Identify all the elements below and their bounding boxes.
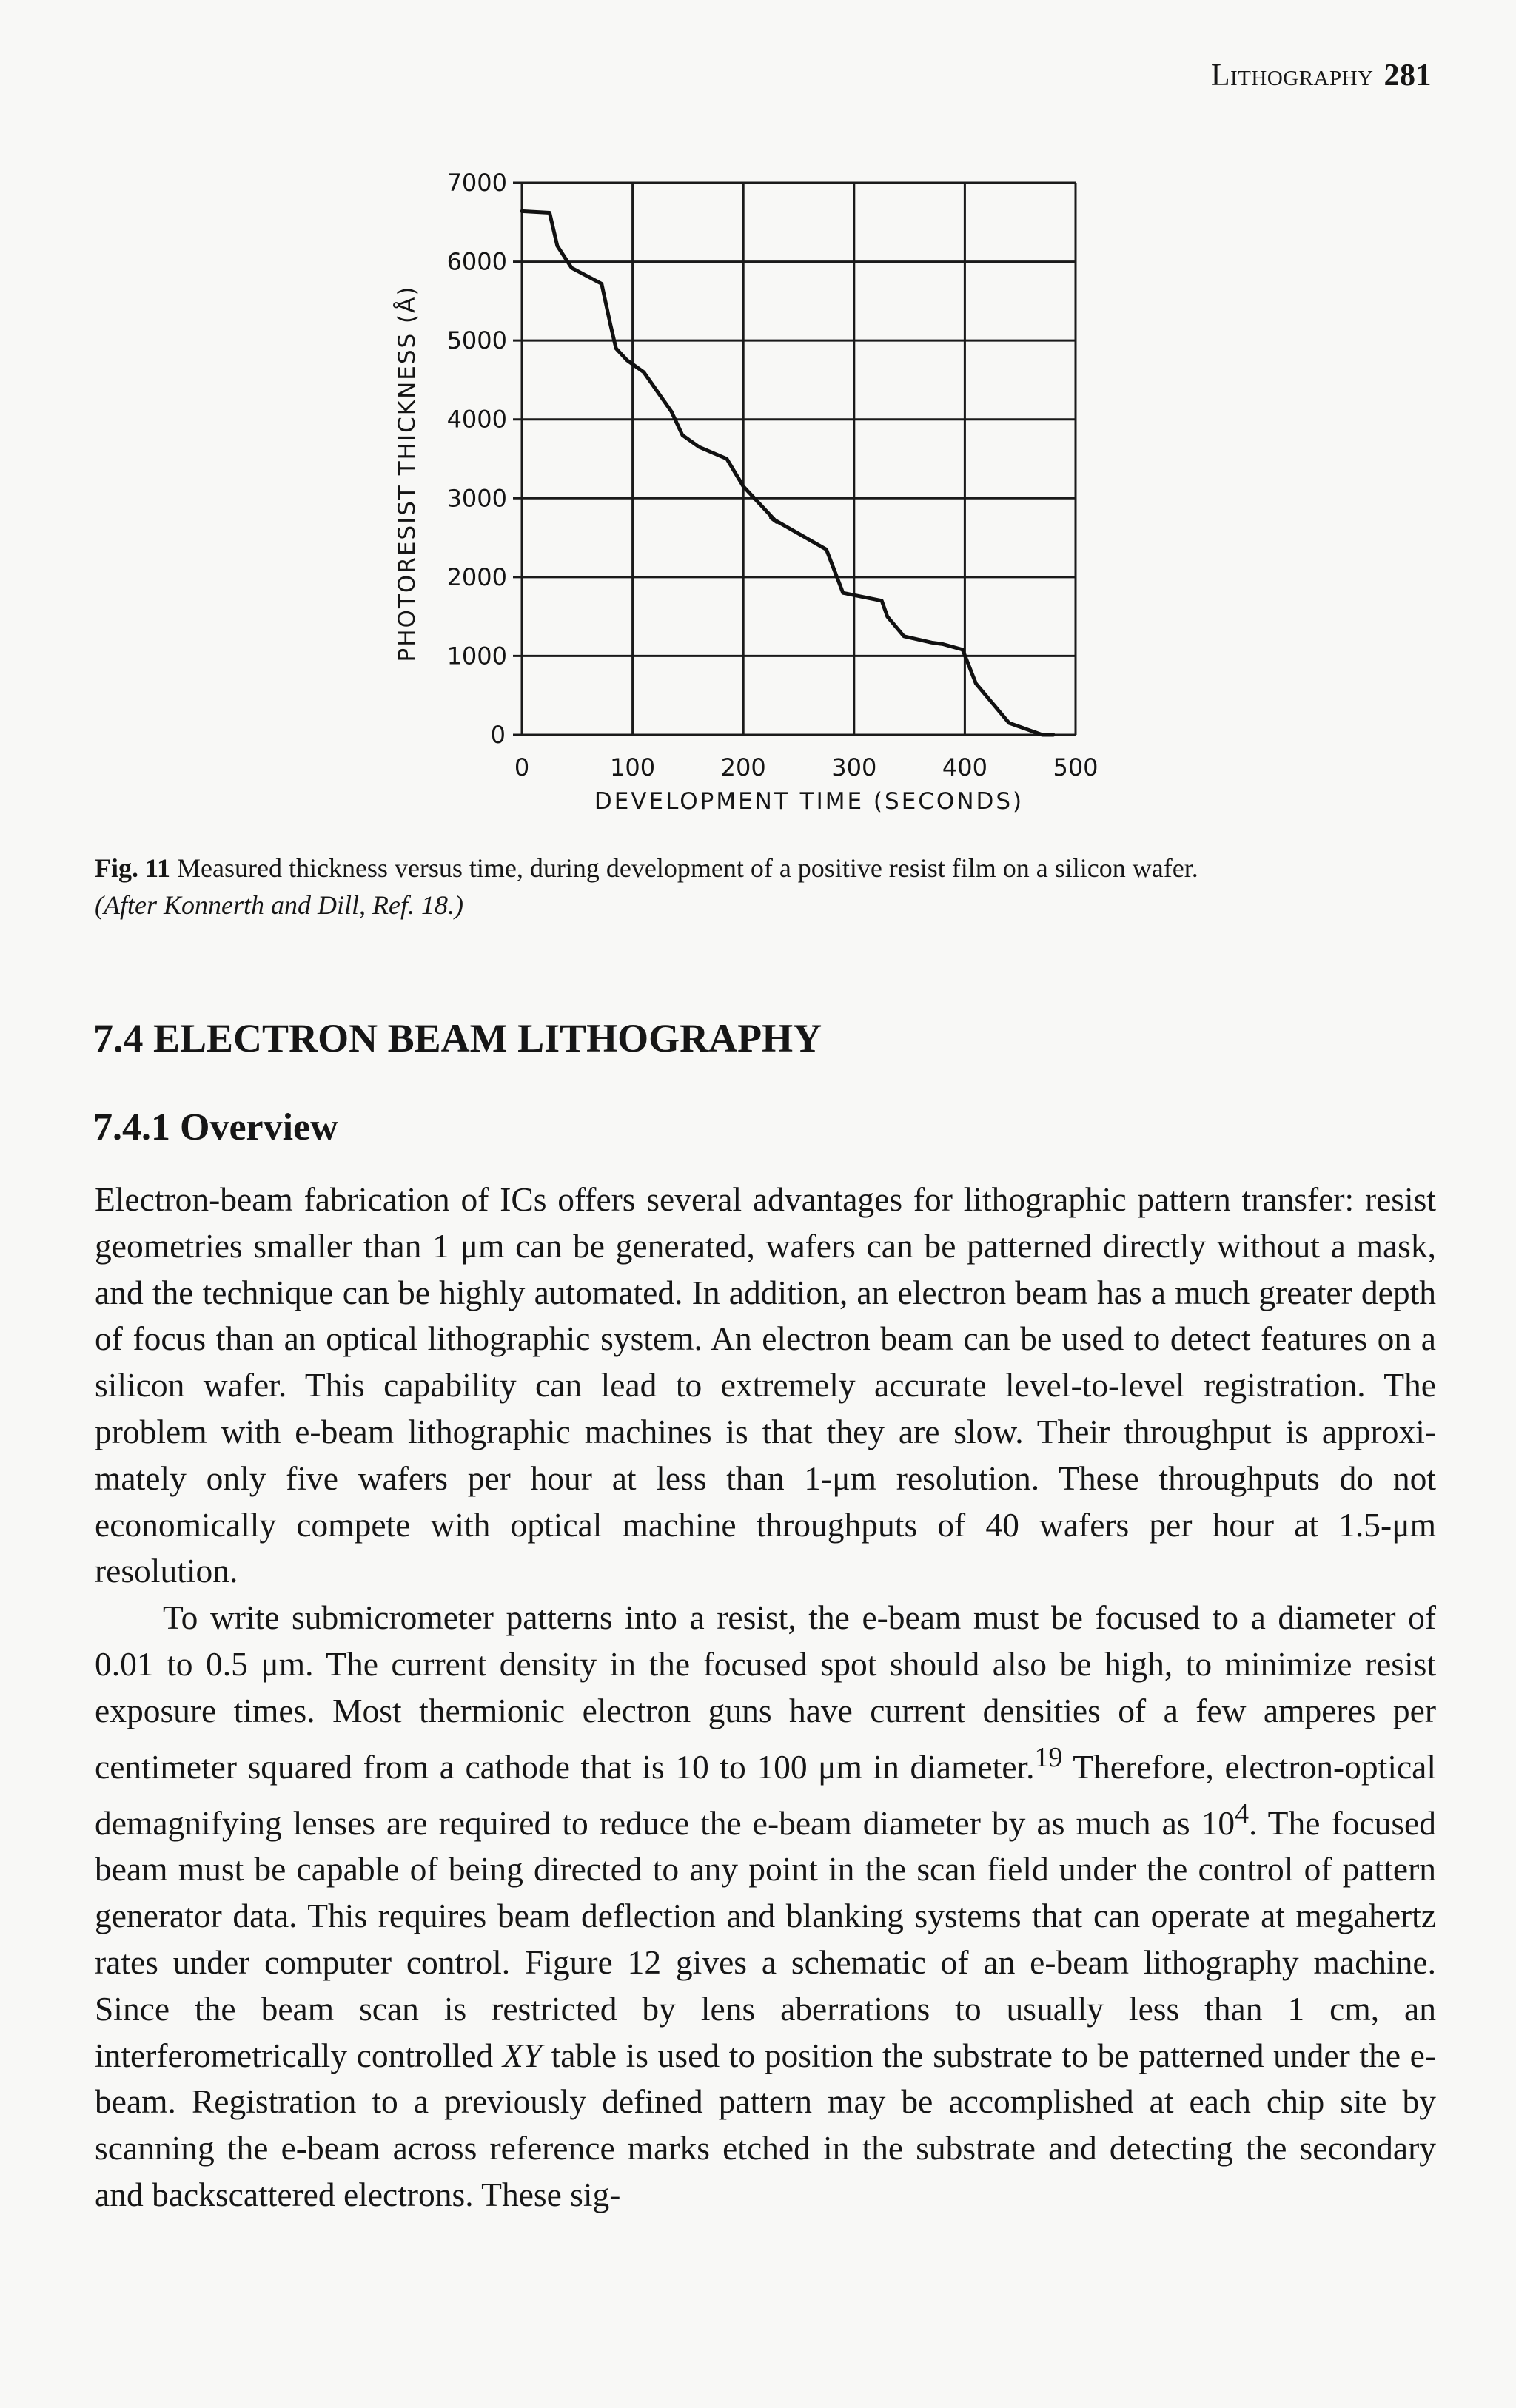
- paragraph-text: To write submicrometer patterns into a resist, the e-beam must be focused to a diameter of 0.01 to 0.5 μm. The current density in the focused spot should also be high, to minimize resist exposure times. Most thermionic electron guns have current densities of a few amperes per centimeter squared from a cathode that is 10 to 100 μm in diameter.: [95, 1598, 1436, 1786]
- paragraph-text: Therefore, electron-optical demagnifying lenses are required to reduce the e-beam diameter by as much as 10: [95, 1747, 1436, 1842]
- x-tick-label: 400: [942, 753, 987, 781]
- running-head: [1211, 58, 1432, 93]
- caption-credit: (After Konnerth and Dill, Ref. 18.): [95, 890, 463, 920]
- x-tick-label: 500: [1053, 753, 1099, 781]
- body-text: [95, 1177, 1436, 2219]
- section-heading: 7.4 ELECTRON BEAM LITHOGRAPHY: [93, 1016, 822, 1060]
- paragraph: Electron-beam fabrication of ICs offers several advantages for lithographic pattern transfer: resist geometries smaller than 1 μm can be generated, wafers can be patterned directly without a mask, and the technique can be highly automated. In addition, an electron beam has a much greater depth of focus than an optical lithographic system. An electron beam can be used to detect features on a silicon wafer. This capability can lead to extremely accurate level-to-level registration. The problem with e-beam lithographic machines is that they are slow. Their throughput is approximately only five wafers per hour at less than 1-μm resolution. These throughputs do not economically compete with optical machine throughputs of 40 wafers per hour at 1.5-μm resolution.: [95, 1180, 1436, 1590]
- caption-text: Measured thickness versus time, during development of a positive resist film on a silicon wafer.: [170, 853, 1198, 883]
- x-tick-label: 200: [720, 753, 766, 781]
- subsection-heading: 7.4.1 Overview: [93, 1106, 338, 1148]
- exponent-superscript: 4: [1235, 1797, 1250, 1829]
- paragraph: [95, 1595, 1436, 2219]
- paragraph-text: . The focused beam must be capable of being directed to any point in the scan field under the control of pattern generator data. This requires beam deflection and blanking systems that can operate at megahertz rates under computer control. Figure 12 gives a schematic of an e-beam lithography machine. Since the beam scan is restricted by lens aberrations to usually less than 1 cm, an interferometrically controlled: [95, 1803, 1436, 2074]
- figure-caption: [95, 850, 1449, 924]
- y-tick-label: 4000: [446, 405, 507, 434]
- y-tick-label: 1000: [446, 642, 507, 670]
- reference-superscript: 19: [1034, 1741, 1063, 1773]
- xy-italic: XY: [502, 2036, 542, 2074]
- y-tick-label: 6000: [446, 247, 507, 276]
- page-number: 281: [1383, 58, 1432, 93]
- x-tick-label: 300: [831, 753, 877, 781]
- running-title: Lithography: [1210, 58, 1374, 93]
- thickness-vs-time-chart: [370, 163, 1199, 829]
- x-tick-label: 100: [610, 753, 656, 781]
- y-tick-label: 7000: [446, 169, 507, 197]
- y-tick-label: 5000: [446, 326, 507, 355]
- y-axis-label: PHOTORESIST THICKNESS (Å): [394, 285, 420, 662]
- y-tick-label: 3000: [446, 484, 507, 513]
- chart-grid: [513, 183, 1076, 735]
- x-axis-label: DEVELOPMENT TIME (SECONDS): [594, 788, 1024, 815]
- y-tick-label: 2000: [446, 562, 507, 591]
- paragraph-text: table is used to position the substrate to be patterned under the e-beam. Registration to a previously defined pattern may be accomplished at each chip site by scanning the e-beam across reference marks etched in the substrate and detecting the secondary and backscattered electrons. These sig-: [95, 2036, 1437, 2214]
- figure-label: Fig. 11: [95, 853, 171, 883]
- x-tick-label: 0: [514, 753, 530, 781]
- y-tick-label: 0: [490, 721, 506, 749]
